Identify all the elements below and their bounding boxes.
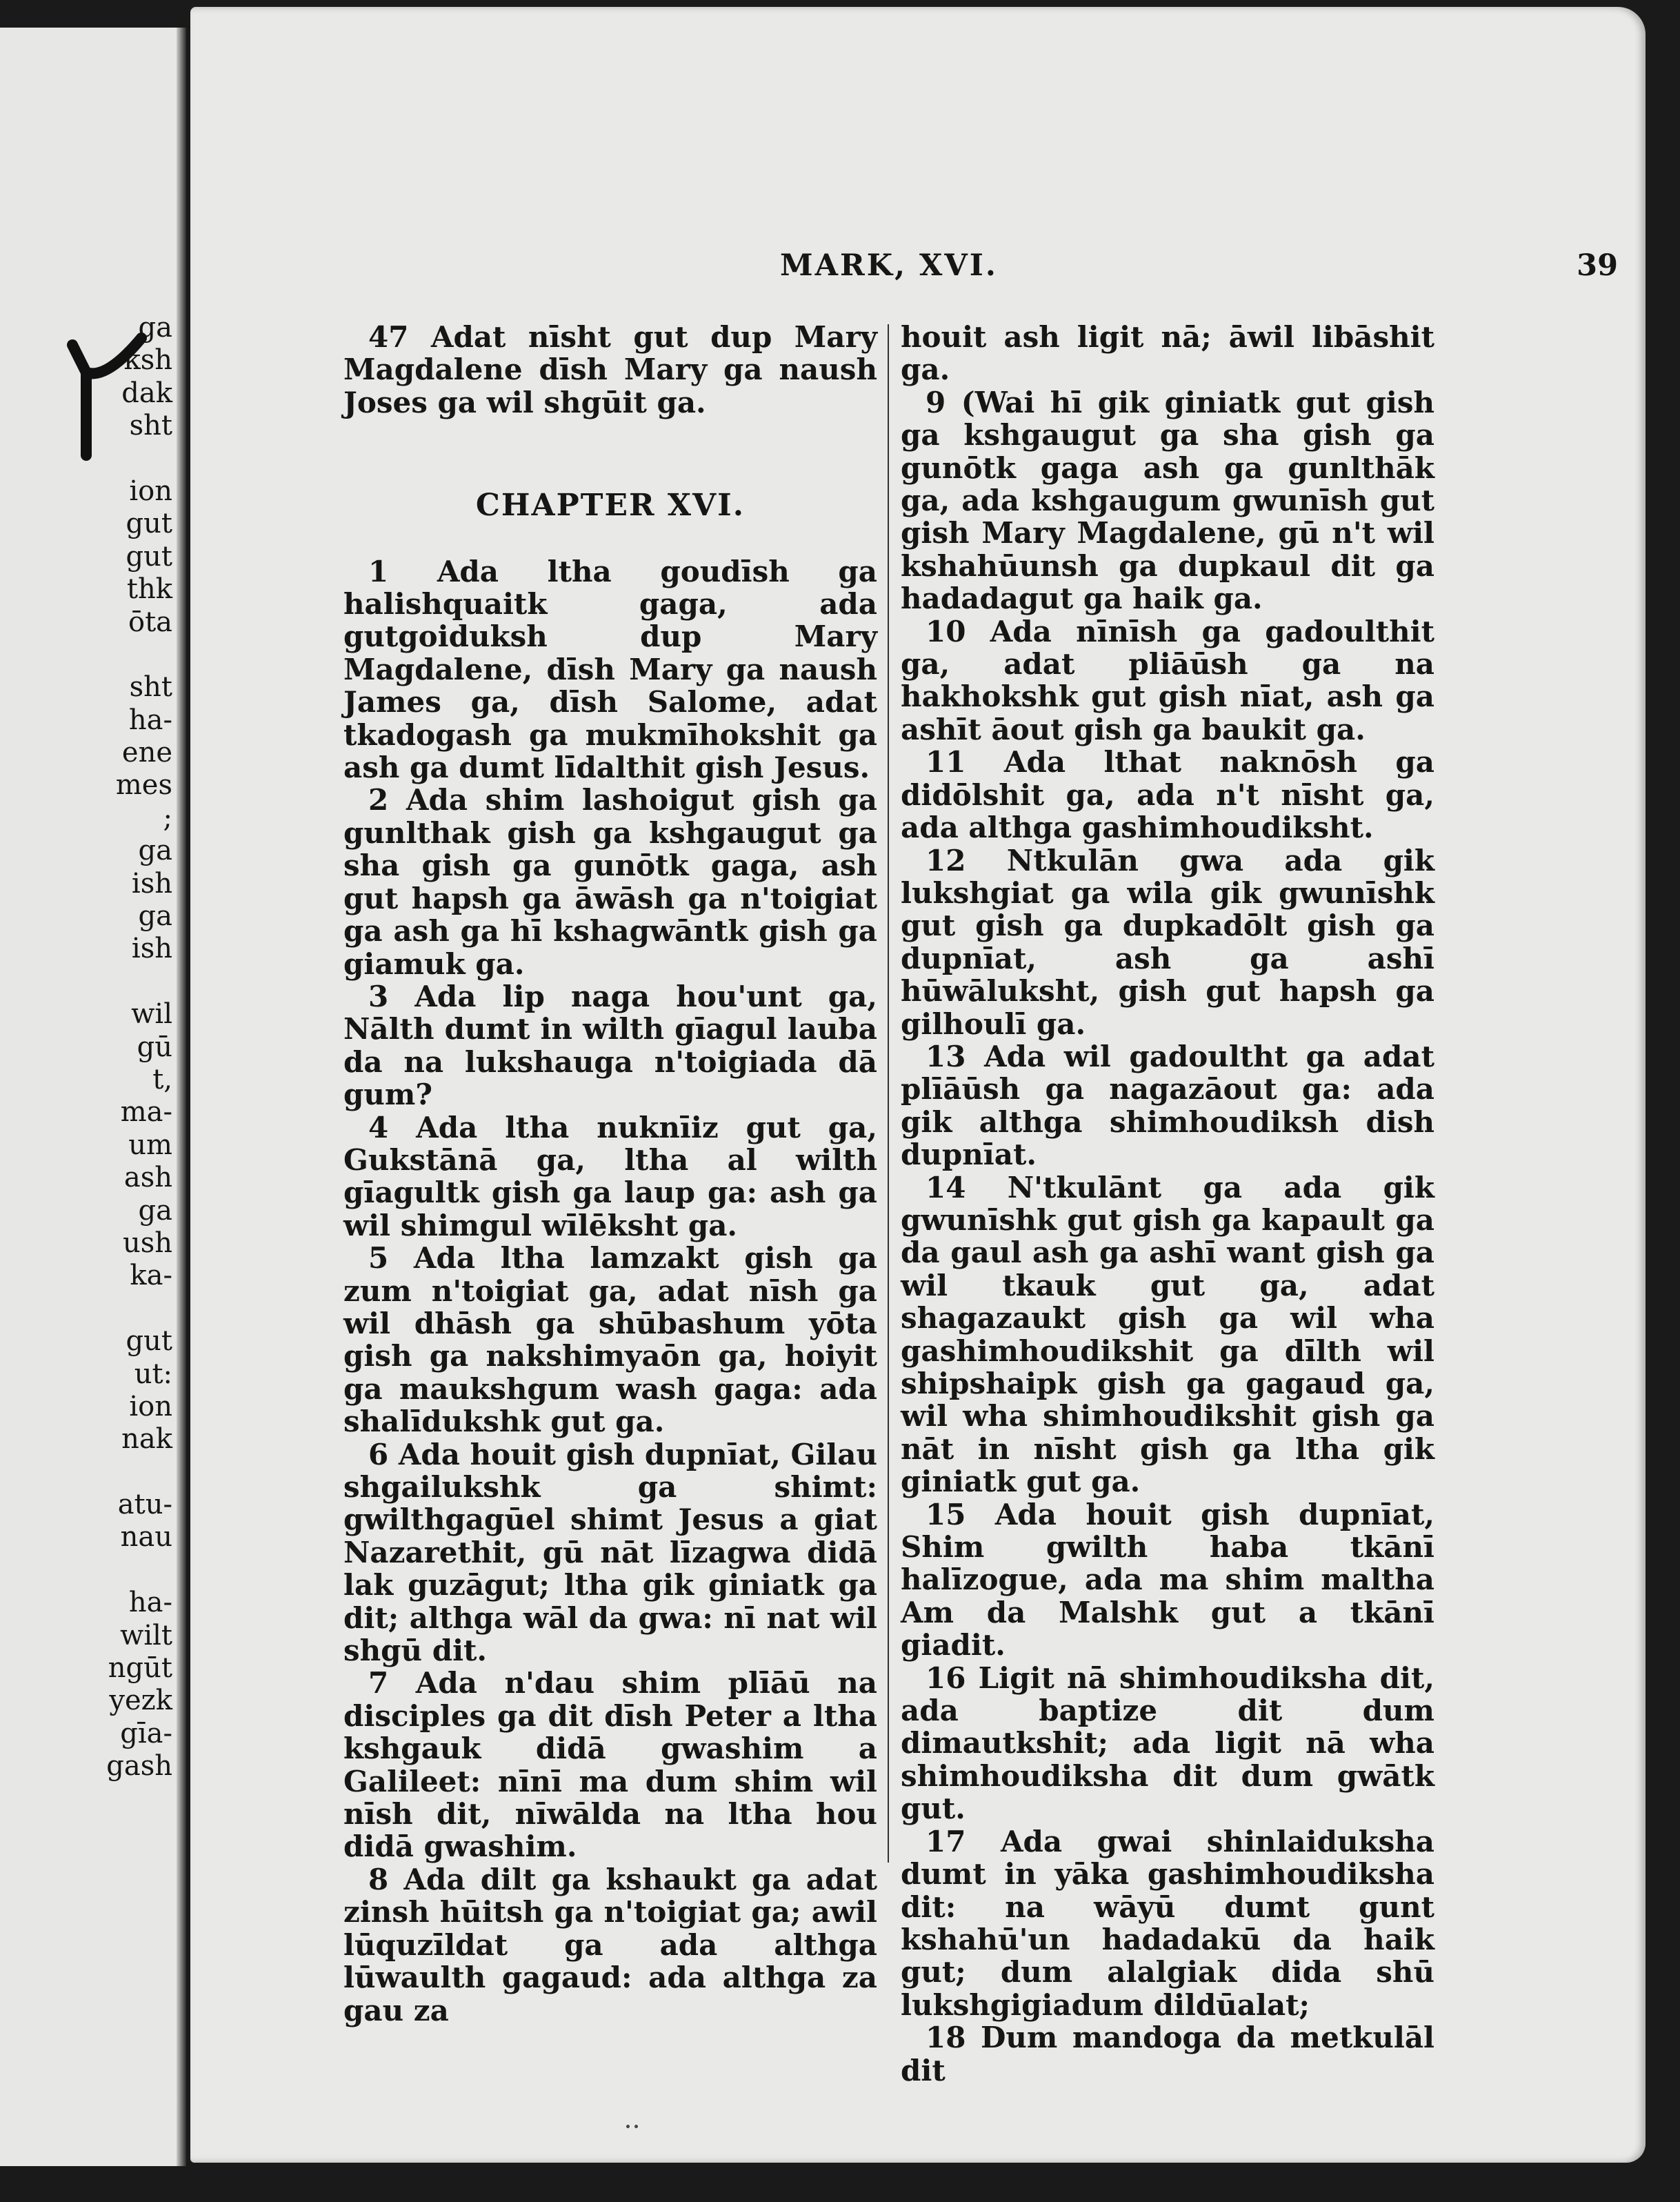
print-specks bbox=[626, 2118, 654, 2125]
left-page-fragment: ion bbox=[129, 1390, 172, 1422]
left-page-fragment: wilt bbox=[120, 1619, 172, 1652]
left-page-edge bbox=[0, 28, 186, 2166]
verse-47: 47 Adat nīsht gut dup Mary Magdalene dīsh Mary ga naush Joses ga wil shgūit ga. bbox=[343, 320, 877, 419]
verse: 1 Ada ltha goudīsh ga halishquaitk gaga, ada gutgoiduksh dup Mary Magdalene, dīsh Mary ga naush James ga, dīsh Salome, adat tkadogash ga mukmīhokshit ga ash ga dumt līdalthit gish Jesus. bbox=[343, 554, 877, 785]
left-page-fragment: t, bbox=[152, 1063, 172, 1095]
left-page-text-fragments bbox=[0, 312, 172, 1783]
running-head: MARK, XVI. bbox=[780, 248, 998, 283]
verse: 14 N'tkulānt ga ada gik gwunīshk gut gish ga kapault ga da gaul ash ga ashī want gish ga wil tkauk gut ga, adat shagazaukt gish ga wil wha gashimhoudikshit ga dīlth wil shipshaipk gish ga gagaud ga, wil wha shimhoudikshit gish ga nāt in nīsht gish ga ltha gik giniatk gut ga. bbox=[901, 1170, 1434, 1499]
verse: 6 Ada houit gish dupnīat, Gilau shgailukshk ga shimt: gwilthgagūel shimt Jesus a giat Nazarethit, gū nāt līzagwa didā lak guzāgut; ltha gik giniatk ga dit; althga wāl da gwa: nī nat wil shgū dit. bbox=[343, 1437, 877, 1668]
verse-continuation: houit ash ligit nā; āwil libāshit ga. bbox=[901, 320, 1434, 387]
left-page-fragment: sht bbox=[129, 671, 172, 704]
left-page-fragment: ga bbox=[138, 835, 172, 867]
left-page-fragment: ash bbox=[123, 1162, 172, 1194]
left-page-fragment bbox=[0, 1456, 172, 1489]
verse: 12 Ntkulān gwa ada gik lukshgiat ga wila gik gwunīshk gut gish ga dupkadōlt gish ga dupnīat, ash ga ashī hūwāluksht, gish gut hapsh ga gilhoulī ga. bbox=[901, 843, 1434, 1041]
left-page-fragment: gū bbox=[137, 1031, 172, 1063]
page-number: 39 bbox=[1577, 248, 1618, 283]
left-page-fragment bbox=[0, 639, 172, 671]
verse: 9 (Wai hī gik giniatk gut gish ga kshgaugut ga sha gish ga gunōtk gaga ash ga gunlthāk ga, ada kshgaugum gwunīsh gut gish Mary Magdalene, gū n't wil kshahūunsh ga dupkaul dit ga hadadagut ga haik ga. bbox=[901, 385, 1434, 616]
left-page-fragment: thk bbox=[126, 573, 172, 606]
left-page-fragment: gut bbox=[126, 1325, 172, 1358]
left-page-fragment: ka- bbox=[130, 1260, 172, 1292]
verse: 5 Ada ltha lamzakt gish ga zum n'toigiat ga, adat nīsh ga wil dhāsh ga shūbashum yōta gish ga nakshimyaōn ga, hoiyit ga maukshgum wash gaga: ada shalīdukshk gut ga. bbox=[343, 1241, 877, 1439]
left-page-fragment: ha- bbox=[128, 704, 172, 736]
left-page-fragment bbox=[0, 966, 172, 998]
page-header bbox=[190, 248, 1618, 290]
verse: 18 Dum mandoga da metkulāl dit bbox=[901, 2021, 1434, 2087]
verse: 4 Ada ltha nuknīiz gut ga, Gukstānā ga, ltha al wilth gīagultk gish ga laup ga: ash ga wil shimgul wīlēksht ga. bbox=[343, 1110, 877, 1242]
left-page-fragment: gut bbox=[126, 540, 172, 573]
left-column bbox=[343, 321, 877, 2027]
left-page-fragment: ōta bbox=[128, 606, 172, 638]
left-page-fragment: nau bbox=[120, 1521, 172, 1554]
left-page-fragment: ga bbox=[138, 312, 172, 344]
left-page-fragment: wil bbox=[131, 998, 172, 1031]
verse: 7 Ada n'dau shim plīāū na disciples ga dit dīsh Peter a ltha kshgauk didā gwashim a Galileet: nīnī ma dum shim wil nīsh dit, nīwālda na ltha hou didā gwashim. bbox=[343, 1666, 877, 1864]
verse: 13 Ada wil gadoultht ga adat plīāūsh ga nagazāout ga: ada gik althga shimhoudiksh dish dupnīat. bbox=[901, 1039, 1434, 1172]
left-page-fragment: atu- bbox=[117, 1489, 172, 1521]
left-page-fragment: ga bbox=[138, 900, 172, 933]
book-page bbox=[190, 7, 1646, 2163]
left-page-fragment: ksh bbox=[123, 344, 172, 377]
page-gutter-shadow bbox=[177, 28, 186, 2166]
left-page-fragment: gash bbox=[106, 1750, 172, 1783]
left-page-fragment: gīa- bbox=[120, 1717, 172, 1749]
verse: 10 Ada nīnīsh ga gadoulthit ga, adat pliāūsh ga na hakhokshk gut gish nīat, ash ga ashīt āout gish ga baukit ga. bbox=[901, 614, 1434, 746]
chapter-heading: CHAPTER XVI. bbox=[475, 488, 746, 524]
left-page-fragment: ion bbox=[129, 475, 172, 507]
column-divider bbox=[888, 324, 889, 1863]
left-page-fragment: ga bbox=[138, 1194, 172, 1227]
verse: 17 Ada gwai shinlaiduksha dumt in yāka gashimhoudiksha dit: na wāyū dumt gunt kshahū'un hadadakū da haik gut; dum alalgiak dida shū lukshgigiadum dildūalat; bbox=[901, 1824, 1434, 2022]
left-page-fragment: ush bbox=[122, 1227, 172, 1259]
left-page-fragment: ut: bbox=[134, 1358, 172, 1390]
verse: 2 Ada shim lashoigut gish ga gunlthak gish ga kshgaugut ga sha gish ga gunōtk gaga, ash gut hapsh ga āwāsh ga n'toigiat ga ash ga hī kshagwāntk gish ga giamuk ga. bbox=[343, 783, 877, 981]
left-page-fragment: ene bbox=[121, 737, 172, 769]
left-page-fragment: ; bbox=[163, 802, 172, 834]
verse: 11 Ada lthat naknōsh ga didōlshit ga, ada n't nīsht ga, ada althga gashimhoudiksht. bbox=[901, 745, 1434, 845]
left-page-fragment: ngūt bbox=[108, 1652, 172, 1685]
left-page-fragment bbox=[0, 1293, 172, 1325]
right-column bbox=[901, 321, 1434, 2087]
left-page-fragment: mes bbox=[115, 769, 172, 802]
handwritten-mark bbox=[66, 331, 148, 462]
left-page-fragment: ish bbox=[131, 867, 172, 900]
verse: 3 Ada lip naga hou'unt ga, Nālth dumt in wilth gīagul lauba da na lukshauga n'toigiada dā gum? bbox=[343, 979, 877, 1112]
left-page-fragment: sht bbox=[129, 410, 172, 442]
left-page-fragment bbox=[0, 1554, 172, 1587]
verse: 8 Ada dilt ga kshaukt ga adat zinsh hūitsh ga n'toigiat ga; awil lūquzīldat ga ada althga lūwaulth gagaud: ada althga za gau za bbox=[343, 1862, 877, 2027]
left-page-fragment: yezk bbox=[109, 1685, 172, 1717]
left-page-fragment: um bbox=[128, 1129, 172, 1161]
left-page-fragment: ish bbox=[131, 933, 172, 965]
verse: 15 Ada houit gish dupnīat, Shim gwilth haba tkānī halīzogue, ada ma shim maltha Am da Malshk gut a tkānī giadit. bbox=[901, 1497, 1434, 1663]
left-page-fragment: ma- bbox=[120, 1096, 172, 1129]
left-page-fragment: nak bbox=[121, 1423, 172, 1456]
left-page-fragment: dak bbox=[121, 377, 172, 409]
verse: 16 Ligit nā shimhoudiksha dit, ada baptize dit dum dimautkshit; ada ligit nā wha shimhoudiksha dit dum gwātk gut. bbox=[901, 1660, 1434, 1826]
left-page-fragment: gut bbox=[126, 508, 172, 540]
left-page-fragment: ha- bbox=[128, 1587, 172, 1619]
